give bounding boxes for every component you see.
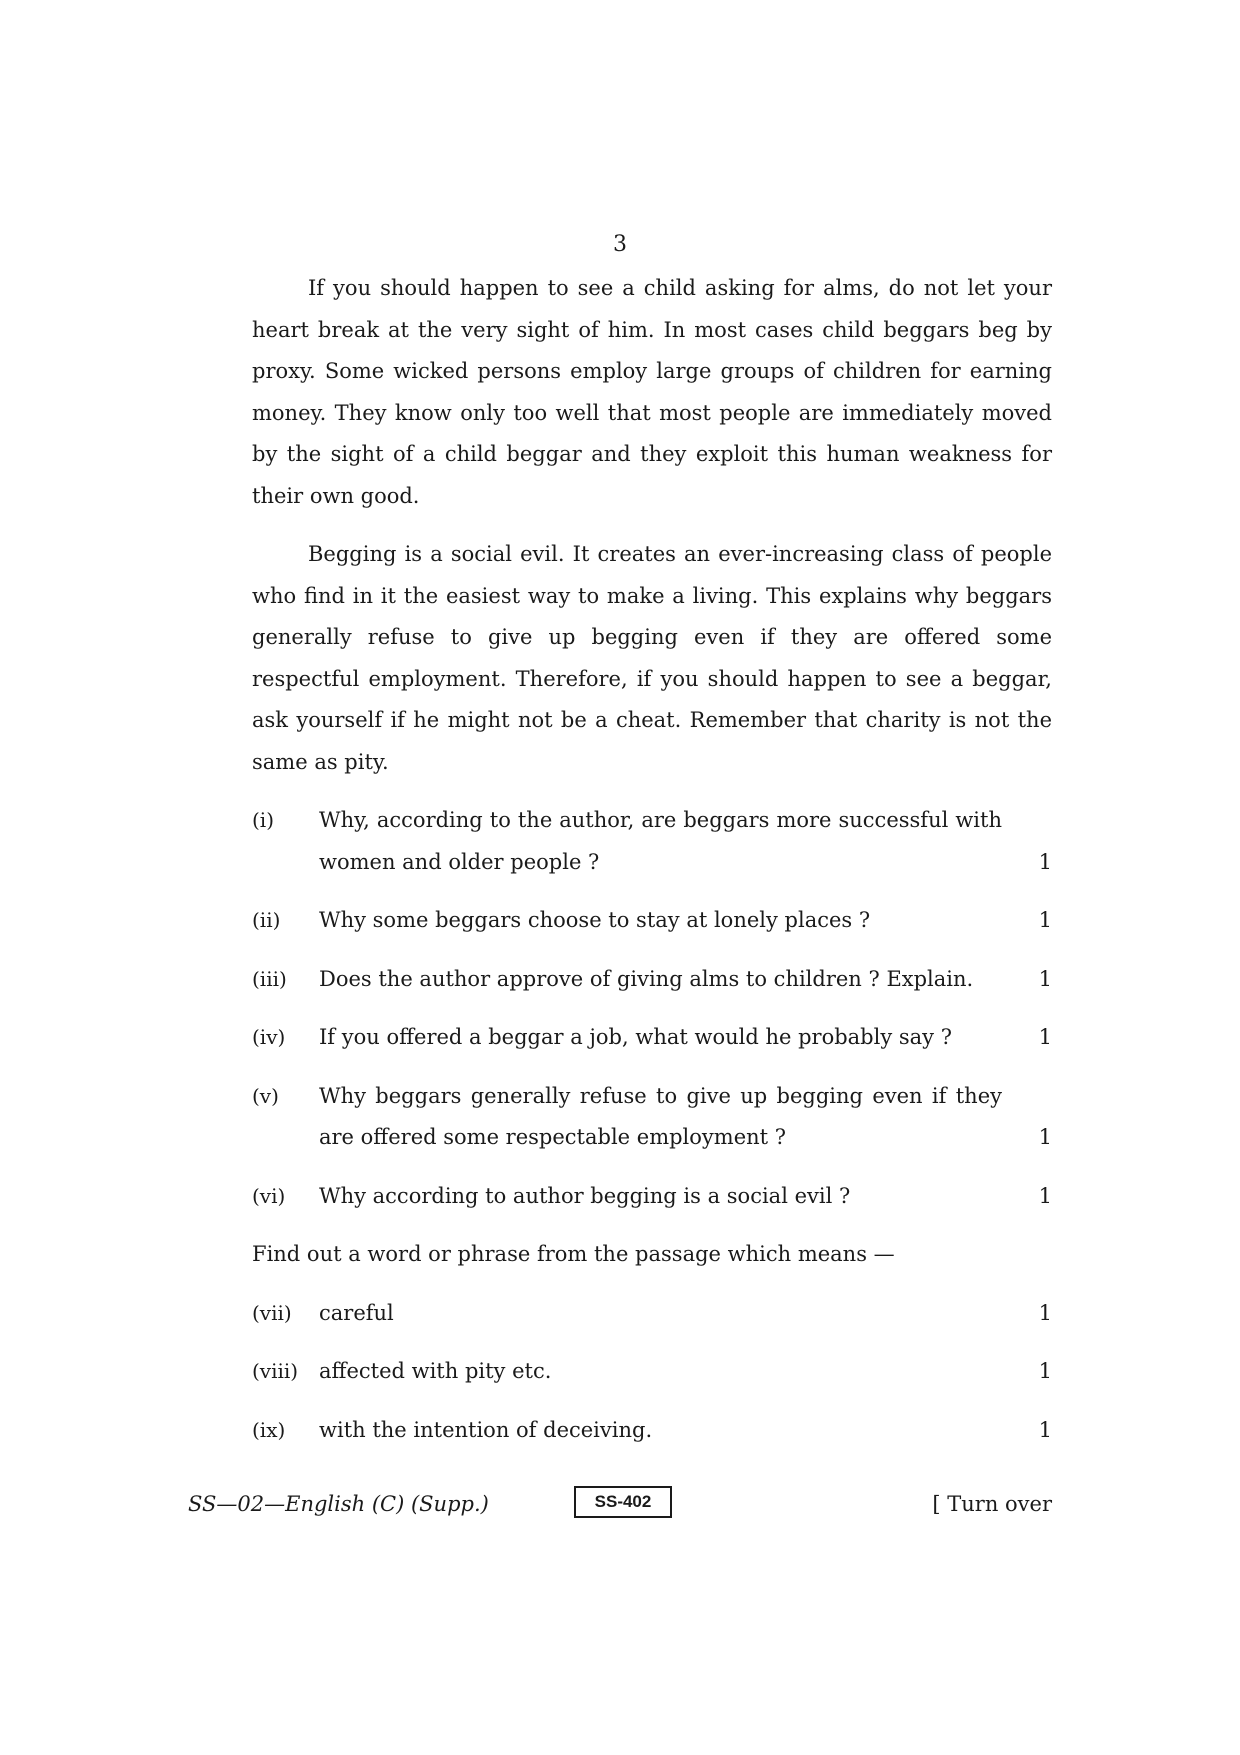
question-8	[252, 1351, 1052, 1393]
question-number: (vii)	[252, 1300, 292, 1325]
question-1	[252, 800, 1052, 883]
passage-paragraph-2: Begging is a social evil. It creates an ever-increasing class of people who find in it the easiest way to make a living. This explains why beggars generally refuse to give up begging even if they are offered some respectful employment. Therefore, if you should happen to see a beggar, ask yourself if he might not be a cheat. Remember that charity is not the same as pity.	[252, 542, 1052, 774]
question-marks: 1	[1038, 1125, 1052, 1149]
question-text: Why some beggars choose to stay at lonely places ?	[319, 908, 871, 932]
question-marks: 1	[1038, 1300, 1052, 1325]
question-9	[252, 1410, 1052, 1452]
vocab-instruction: Find out a word or phrase from the passage which means —	[252, 1242, 895, 1266]
page-footer	[188, 1486, 1052, 1526]
question-marks: 1	[1038, 1359, 1052, 1383]
question-marks: 1	[1038, 1025, 1052, 1049]
question-number: (i)	[252, 808, 275, 832]
question-number: (vi)	[252, 1183, 286, 1208]
question-number: (iii)	[252, 966, 287, 991]
question-text: If you offered a beggar a job, what would he probably say ?	[319, 1025, 952, 1049]
question-text: affected with pity etc.	[319, 1359, 552, 1383]
question-4	[252, 1017, 1052, 1059]
question-number: (v)	[252, 1083, 279, 1108]
passage-paragraph-1: If you should happen to see a child asking for alms, do not let your heart break at the very sight of him. In most cases child beggars beg by proxy. Some wicked persons employ large groups of children for earning money. They know only too well that most people are immediately moved by the sight of a child beggar and they exploit this human weakness for their own good.	[252, 276, 1052, 508]
paper-title: SS—02—English (C) (Supp.)	[188, 1492, 489, 1516]
paper-code-box: SS-402	[574, 1486, 672, 1518]
question-6	[252, 1176, 1052, 1218]
question-text: Why beggars generally refuse to give up begging even if they are offered some respectable employment ?	[319, 1083, 1002, 1149]
page-content	[252, 268, 1052, 1468]
question-number: (ix)	[252, 1417, 286, 1442]
question-marks: 1	[1038, 1417, 1052, 1442]
turn-over-label: [ Turn over	[932, 1492, 1052, 1516]
question-text: Does the author approve of giving alms to children ? Explain.	[319, 966, 974, 991]
question-text: with the intention of deceiving.	[319, 1417, 653, 1442]
question-2	[252, 900, 1052, 942]
question-marks: 1	[1038, 1183, 1052, 1208]
question-marks: 1	[1038, 908, 1052, 932]
question-marks: 1	[1038, 849, 1052, 874]
question-number: (viii)	[252, 1359, 299, 1383]
question-number: (iv)	[252, 1025, 286, 1049]
page-number: 3	[613, 232, 627, 257]
question-7	[252, 1293, 1052, 1335]
question-number: (ii)	[252, 908, 281, 932]
question-text: Why, according to the author, are beggars more successful with women and older people ?	[319, 808, 1002, 874]
question-marks: 1	[1038, 966, 1052, 991]
question-text: Why according to author begging is a social evil ?	[319, 1183, 851, 1208]
question-3	[252, 959, 1052, 1001]
question-text: careful	[319, 1300, 394, 1325]
question-5	[252, 1076, 1052, 1159]
